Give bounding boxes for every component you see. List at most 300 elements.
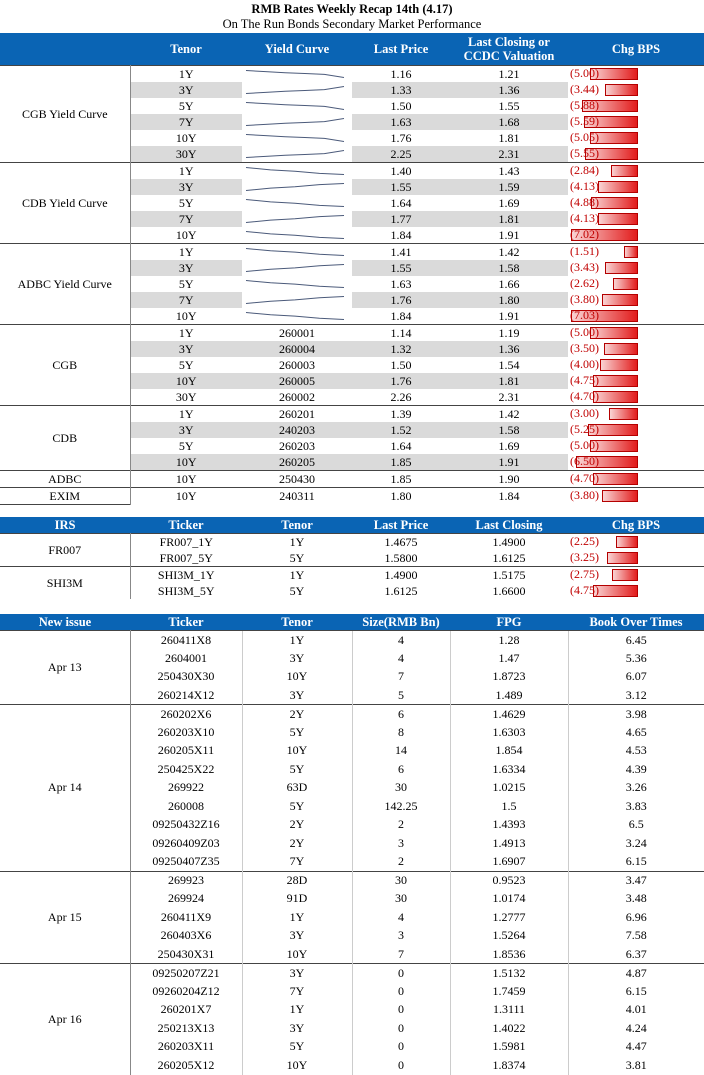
last-price-cell: 1.76 [352,292,450,308]
chg-bps-wrap [568,357,704,373]
issue-tenor-cell: 2Y [242,816,352,835]
issue-date-label: Apr 15 [0,871,130,964]
irs-table [0,517,704,599]
last-price-cell: 1.52 [352,422,450,438]
chg-bps-value: (4.00) [570,357,599,371]
tenor-cell: 3Y [130,260,242,276]
issue-fpg-cell: 1.5264 [450,927,568,946]
group-label: EXIM [0,488,130,505]
chg-bps-cell [568,260,704,276]
tenor-cell: 30Y [130,146,242,163]
issue-size-cell: 5 [352,686,450,705]
chg-bar [607,552,638,564]
issue-fpg-cell: 1.8374 [450,1056,568,1075]
issue-tenor-cell: 10Y [242,742,352,761]
sparkline [246,71,344,78]
chg-bps-value: (3.80) [570,292,599,306]
issue-book-cell: 6.45 [568,631,704,650]
last-price-cell: 1.64 [390,438,412,453]
ticker-cell: 260001 [242,325,352,342]
chg-bps-value: (4.88) [570,195,599,209]
chg-bps-cell [568,406,704,423]
tenor-cell: 10Y [130,471,242,488]
chg-bps-cell [568,471,704,488]
chg-bps-wrap [568,66,704,82]
tenor-cell: 5Y [178,195,194,210]
chg-bps-cell [568,438,704,454]
last-price-cell: 1.85 [352,471,450,488]
issue-book-cell: 4.39 [568,760,704,779]
issue-fpg-cell: 1.8536 [450,945,568,964]
tenor-cell: 10Y [130,373,242,389]
issue-tenor-cell: 7Y [242,853,352,872]
irs-last-price-cell: 1.6125 [384,583,418,598]
sparkline [246,135,344,142]
issue-fpg-cell: 1.4629 [450,705,568,724]
chg-bps-wrap [568,550,704,566]
chg-bps-wrap [568,179,704,195]
last-price-cell: 1.55 [352,179,450,195]
issue-size-cell: 14 [352,742,450,761]
last-closing-cell: 1.69 [498,195,520,210]
irs-header-irs: IRS [0,517,130,534]
tenor-cell: 1Y [130,244,242,261]
table-row [0,471,704,488]
table-row [0,488,704,505]
last-price-cell: 1.63 [390,276,412,291]
table-row [0,871,704,890]
sparkline [246,313,344,320]
issue-fpg-cell: 1.3111 [450,1001,568,1020]
group-label: CGB Yield Curve [0,66,130,163]
chg-bar [611,165,638,177]
chg-bps-cell [568,179,704,195]
issue-tenor-cell: 1Y [242,1001,352,1020]
chg-bps-value: (4.75) [570,373,599,387]
issue-tenor-cell: 1Y [242,631,352,650]
issue-size-cell: 0 [352,1038,450,1057]
chg-bps-value: (4.70) [570,389,599,403]
chg-bps-cell [568,454,704,471]
sparkline [246,297,344,304]
report-subtitle: On The Run Bonds Secondary Market Performance [222,17,482,31]
chg-bps-cell [568,341,704,357]
issue-ticker-cell: 260411X8 [130,631,242,650]
chg-bps-cell [568,130,704,146]
issue-tenor-cell: 2Y [242,705,352,724]
irs-group-label: SHI3M [0,567,130,600]
yield-curve-cell [242,163,352,244]
issue-book-cell: 3.47 [568,871,704,890]
chg-bps-value: (3.00) [570,406,599,420]
issue-ticker-cell: 250430X31 [130,945,242,964]
last-closing-cell: 1.91 [498,308,520,323]
irs-tenor-cell: 1Y [242,534,352,551]
chg-bps-value: (3.25) [570,550,599,564]
chg-bps-cell [568,244,704,261]
tenor-cell: 10Y [130,454,242,471]
last-price-cell: 1.50 [390,98,412,113]
table-row [0,567,704,584]
chg-bps-cell [568,550,704,567]
issue-book-cell: 4.53 [568,742,704,761]
last-closing-cell: 1.42 [450,406,568,423]
issue-ticker-cell: 260214X12 [130,686,242,705]
issue-ticker-cell: 09260409Z03 [130,834,242,853]
issue-size-cell: 0 [352,982,450,1001]
sparkline [246,184,344,191]
chg-bar [593,585,638,597]
issue-header-new-issue: New issue [0,614,130,631]
chg-bar [612,569,638,581]
yield-curve-cell [242,66,352,163]
chg-bps-wrap [568,471,704,487]
issue-fpg-cell: 1.5981 [450,1038,568,1057]
issue-tenor-cell: 2Y [242,834,352,853]
issue-fpg-cell: 1.4393 [450,816,568,835]
header-tenor: Tenor [130,33,242,66]
chg-bps-value: (3.43) [570,260,599,274]
tenor-cell: 1Y [130,66,242,83]
ticker-cell: 240311 [242,488,352,505]
ticker-cell: 260002 [279,389,315,404]
group-label: CGB [0,325,130,406]
chg-bps-cell [568,82,704,98]
last-closing-cell: 1.36 [450,82,568,98]
sparkline [246,232,344,239]
issue-ticker-cell: 260203X10 [130,723,242,742]
chg-bps-wrap [568,406,704,422]
irs-header-last-closing: Last Closing [450,517,568,534]
chg-bps-value: (4.13) [570,179,599,193]
group-label: ADBC Yield Curve [0,244,130,325]
issue-fpg-cell: 1.6334 [450,760,568,779]
last-price-cell: 1.76 [352,373,450,389]
tenor-cell: 3Y [130,341,242,357]
group-label: CDB [0,406,130,471]
issue-tenor-cell: 10Y [242,1056,352,1075]
issue-size-cell: 6 [352,760,450,779]
table-row [0,163,704,180]
chg-bps-value: (5.59) [570,114,599,128]
chg-bps-wrap [568,389,704,405]
issue-ticker-cell: 2604001 [130,649,242,668]
tenor-cell: 3Y [130,179,242,195]
chg-bps-cell [568,146,704,163]
sparkline [246,281,344,288]
tenor-cell: 7Y [130,292,242,308]
ticker-cell: 240203 [242,422,352,438]
chg-bps-wrap [568,244,704,260]
last-closing-cell: 1.90 [450,471,568,488]
irs-tenor-cell: 5Y [289,550,305,565]
issue-ticker-cell: 250430X30 [130,668,242,687]
chg-bps-wrap [568,260,704,276]
irs-header-last-price: Last Price [352,517,450,534]
chg-bps-value: (7.03) [570,308,599,322]
irs-last-price-cell: 1.4675 [352,534,450,551]
issue-book-cell: 6.07 [568,668,704,687]
issue-ticker-cell: 269922 [130,779,242,798]
last-price-cell: 1.55 [352,260,450,276]
issue-ticker-cell: 09250432Z16 [130,816,242,835]
irs-ticker-cell: SHI3M_1Y [130,567,242,584]
issue-tenor-cell: 5Y [242,797,352,816]
chg-bps-value: (4.13) [570,211,599,225]
last-closing-cell: 1.42 [450,244,568,261]
issue-tenor-cell: 28D [242,871,352,890]
chg-bps-wrap [568,114,704,130]
issue-size-cell: 2 [352,816,450,835]
irs-last-price-cell: 1.5800 [384,550,418,565]
chg-bps-cell [568,66,704,83]
issue-date-label: Apr 16 [0,964,130,1075]
irs-ticker-cell: FR007_5Y [159,550,213,565]
tenor-cell: 10Y [175,308,197,323]
issue-tenor-cell: 10Y [242,945,352,964]
chg-bps-wrap [568,130,704,146]
issue-ticker-cell: 09250407Z35 [130,853,242,872]
chg-bar [598,181,638,193]
last-price-cell: 2.25 [352,146,450,163]
irs-ticker-cell: FR007_1Y [130,534,242,551]
issue-book-cell: 3.48 [568,890,704,909]
issue-fpg-cell: 1.6907 [450,853,568,872]
chg-bps-value: (1.51) [570,244,599,258]
chg-bps-value: (6.50) [570,454,599,468]
yield-curve-cell [242,244,352,325]
issue-tenor-cell: 3Y [242,964,352,983]
table-row [0,964,704,983]
chg-bps-value: (2.62) [570,276,599,290]
issue-ticker-cell: 269923 [130,871,242,890]
issue-book-cell: 6.96 [568,908,704,927]
chg-bps-value: (4.70) [570,471,599,485]
last-price-cell: 1.84 [390,227,412,242]
chg-bar [624,246,638,258]
issue-tenor-cell: 3Y [242,927,352,946]
chg-bps-value: (3.80) [570,488,599,503]
issue-fpg-cell: 1.28 [450,631,568,650]
chg-bps-value: (7.02) [570,227,599,241]
issue-book-cell: 5.36 [568,649,704,668]
chg-bar [609,408,638,420]
chg-bps-value: (5.88) [570,98,599,112]
chg-bps-value: (5.25) [570,422,599,436]
chg-bps-value: (3.44) [570,82,599,96]
sparkline [246,249,344,256]
issue-fpg-cell: 1.0174 [450,890,568,909]
chg-bar [593,375,638,387]
last-closing-cell: 1.68 [450,114,568,130]
issue-tenor-cell: 5Y [242,760,352,779]
sparkline [246,151,344,158]
issue-size-cell: 0 [352,1001,450,1020]
issue-size-cell: 6 [352,705,450,724]
chg-bps-cell [568,227,704,244]
last-closing-cell: 1.91 [450,454,568,471]
new-issue-table [0,614,704,1075]
issue-date-label: Apr 13 [0,631,130,705]
chg-bps-wrap [568,422,704,438]
chg-bps-wrap [568,583,704,599]
issue-size-cell: 3 [352,834,450,853]
issue-size-cell: 30 [352,890,450,909]
ticker-cell: 260005 [242,373,352,389]
tenor-cell: 1Y [130,163,242,180]
chg-bps-wrap [568,325,704,341]
issue-size-cell: 0 [352,1019,450,1038]
issue-fpg-cell: 1.489 [450,686,568,705]
chg-bar [605,84,638,96]
issue-book-cell: 4.01 [568,1001,704,1020]
issue-size-cell: 0 [352,964,450,983]
chg-bps-value: (4.75) [570,583,599,597]
last-price-cell: 1.64 [390,195,412,210]
issue-tenor-cell: 63D [242,779,352,798]
chg-bps-value: (5.55) [570,146,599,160]
chg-bps-wrap [568,227,704,243]
chg-bps-value: (5.00) [570,325,599,339]
tenor-cell: 10Y [130,488,242,505]
chg-bps-value: (5.05) [570,130,599,144]
chg-bps-wrap [568,292,704,308]
irs-last-closing-cell: 1.6125 [492,550,526,565]
chg-bps-wrap [568,98,704,114]
chg-bps-wrap [568,488,704,504]
issue-book-cell: 3.26 [568,779,704,798]
last-closing-cell: 1.69 [498,438,520,453]
chg-bps-value: (2.84) [570,163,599,177]
chg-bps-cell [568,292,704,308]
last-price-cell: 1.16 [352,66,450,83]
issue-book-cell: 4.47 [568,1038,704,1057]
chg-bar [613,278,638,290]
tenor-cell: 3Y [130,422,242,438]
chg-bar [602,490,638,502]
last-price-cell: 1.80 [352,488,450,505]
issue-book-cell: 7.58 [568,927,704,946]
last-closing-cell: 1.81 [450,211,568,227]
issue-fpg-cell: 1.5 [450,797,568,816]
chg-bps-wrap [568,211,704,227]
chg-bps-cell [568,583,704,599]
last-closing-cell: 1.54 [498,357,520,372]
issue-fpg-cell: 1.6303 [450,723,568,742]
issue-ticker-cell: 260205X11 [130,742,242,761]
last-price-cell: 1.76 [390,130,412,145]
header-yield-curve: Yield Curve [242,33,352,66]
chg-bps-value: (3.50) [570,341,599,355]
chg-bar [600,359,638,371]
chg-bps-wrap [568,567,704,583]
chg-bps-value: (5.00) [570,438,599,452]
ticker-cell: 260203 [279,438,315,453]
last-price-cell: 1.14 [352,325,450,342]
chg-bps-cell [568,195,704,211]
issue-tenor-cell: 5Y [242,723,352,742]
table-row [0,244,704,261]
irs-header-tenor: Tenor [242,517,352,534]
last-price-cell: 1.77 [352,211,450,227]
ticker-cell: 260201 [242,406,352,423]
issue-fpg-cell: 1.5132 [450,964,568,983]
chg-bar [605,262,638,274]
chg-bps-wrap [568,276,704,292]
irs-tenor-cell: 1Y [242,567,352,584]
issue-fpg-cell: 1.4022 [450,1019,568,1038]
issue-fpg-cell: 1.2777 [450,908,568,927]
table-row [0,325,704,342]
issue-fpg-cell: 1.8723 [450,668,568,687]
issue-fpg-cell: 1.4913 [450,834,568,853]
irs-tenor-cell: 5Y [289,583,305,598]
chg-bar [593,391,638,403]
chg-bps-cell [568,422,704,438]
issue-size-cell: 142.25 [352,797,450,816]
sparkline [246,119,344,126]
irs-header-ticker: Ticker [130,517,242,534]
last-price-cell: 1.85 [352,454,450,471]
header-last-closing: Last Closing or CCDC Valuation [450,33,568,66]
last-closing-cell: 2.31 [450,146,568,163]
issue-book-cell: 6.15 [568,982,704,1001]
last-price-cell: 1.32 [352,341,450,357]
issue-ticker-cell: 250425X22 [130,760,242,779]
issue-ticker-cell: 260411X9 [130,908,242,927]
ticker-cell: 260003 [279,357,315,372]
issue-fpg-cell: 1.0215 [450,779,568,798]
chg-bps-wrap [568,438,704,454]
last-price-cell: 1.63 [352,114,450,130]
issue-ticker-cell: 260403X6 [130,927,242,946]
chg-bps-cell [568,534,704,551]
issue-ticker-cell: 09260204Z12 [130,982,242,1001]
chg-bps-wrap [568,373,704,389]
tenor-cell: 30Y [175,389,197,404]
issue-tenor-cell: 1Y [242,908,352,927]
issue-fpg-cell: 1.7459 [450,982,568,1001]
issue-size-cell: 4 [352,908,450,927]
tenor-cell: 5Y [178,98,194,113]
tenor-cell: 10Y [175,227,197,242]
last-closing-cell: 1.81 [498,130,520,145]
issue-tenor-cell: 3Y [242,649,352,668]
chg-bps-wrap [568,146,704,162]
issue-ticker-cell: 269924 [130,890,242,909]
chg-bps-cell [568,357,704,373]
ticker-cell: 260004 [242,341,352,357]
last-closing-cell: 1.91 [498,227,520,242]
chg-bar [593,473,638,485]
issue-size-cell: 7 [352,668,450,687]
issue-book-cell: 4.24 [568,1019,704,1038]
issue-tenor-cell: 3Y [242,686,352,705]
issue-size-cell: 4 [352,631,450,650]
chg-bar [616,536,638,548]
issue-ticker-cell: 260203X11 [130,1038,242,1057]
issue-header-fpg: FPG [450,614,568,631]
chg-bps-value: (2.25) [570,534,599,548]
chg-bps-value: (5.00) [570,66,599,80]
tenor-cell: 7Y [130,211,242,227]
chg-bps-value: (2.75) [570,567,599,581]
ticker-cell: 250430 [242,471,352,488]
issue-size-cell: 30 [352,871,450,890]
table-row [0,705,704,724]
sparkline [246,87,344,94]
irs-header-chg-bps: Chg BPS [568,517,704,534]
